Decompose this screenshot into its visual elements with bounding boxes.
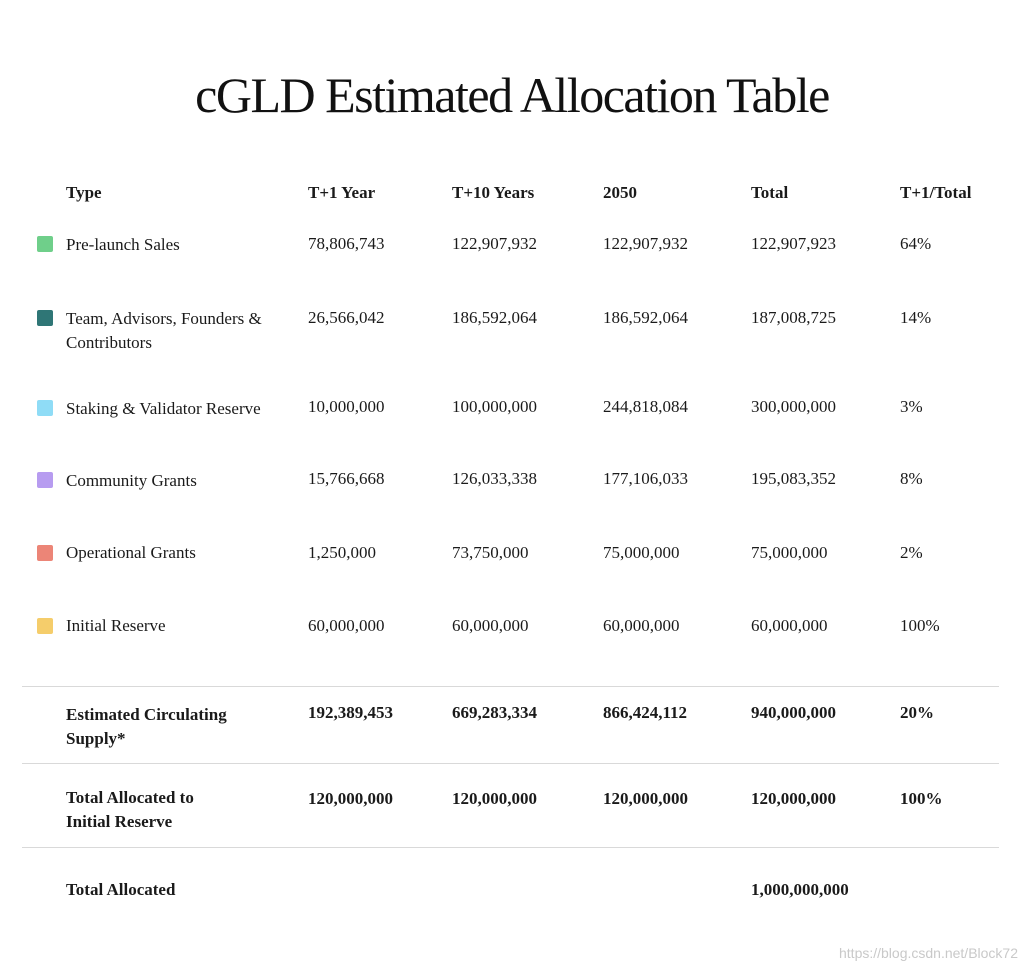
row-2050: 244,818,084: [603, 397, 688, 416]
row-2050: 177,106,033: [603, 469, 688, 488]
divider: [22, 847, 999, 848]
summary-type: Total Allocated to Initial Reserve: [66, 788, 194, 831]
row-total: 75,000,000: [751, 543, 828, 562]
swatch-pre-launch-sales: [37, 236, 53, 252]
row-total: 195,083,352: [751, 469, 836, 488]
row-t1: 10,000,000: [308, 397, 385, 416]
summary-2050: 866,424,112: [603, 703, 688, 722]
row-t10: 73,750,000: [452, 543, 529, 562]
divider: [22, 686, 999, 687]
row-total: 300,000,000: [751, 397, 836, 416]
watermark: https://blog.csdn.net/Block72: [839, 945, 1018, 961]
summary-2050: 120,000,000: [603, 789, 688, 808]
row-t1: 60,000,000: [308, 616, 385, 635]
swatch-community: [37, 472, 53, 488]
row-type: Initial Reserve: [66, 616, 166, 635]
summary-t1: 120,000,000: [308, 789, 393, 808]
row-ratio: 2%: [900, 543, 923, 562]
row-t10: 100,000,000: [452, 397, 537, 416]
summary-t10: 120,000,000: [452, 789, 537, 808]
header-t10-years: T+10 Years: [452, 183, 535, 202]
row-ratio: 3%: [900, 397, 923, 416]
summary-total: 120,000,000: [751, 789, 836, 808]
header-total: Total: [751, 183, 789, 202]
row-total: 60,000,000: [751, 616, 828, 635]
header-2050: 2050: [603, 183, 637, 202]
row-ratio: 14%: [900, 308, 932, 327]
row-type: Team, Advisors, Founders & Contributors: [66, 309, 262, 352]
swatch-initial-reserve: [37, 618, 53, 634]
summary-t10: 669,283,334: [452, 703, 537, 722]
row-2050: 60,000,000: [603, 616, 680, 635]
row-t1: 78,806,743: [308, 234, 385, 253]
row-t1: 1,250,000: [308, 543, 376, 562]
row-type: Community Grants: [66, 471, 197, 490]
row-t10: 186,592,064: [452, 308, 537, 327]
summary-type: Total Allocated: [66, 880, 176, 899]
row-2050: 186,592,064: [603, 308, 688, 327]
divider: [22, 763, 999, 764]
row-t10: 126,033,338: [452, 469, 537, 488]
row-t10: 122,907,932: [452, 234, 537, 253]
row-total: 122,907,923: [751, 234, 836, 253]
row-type: Staking & Validator Reserve: [66, 399, 261, 418]
page-title: cGLD Estimated Allocation Table: [195, 67, 829, 123]
row-ratio: 64%: [900, 234, 932, 253]
summary-type: Estimated Circulating Supply*: [66, 705, 227, 748]
row-t10: 60,000,000: [452, 616, 529, 635]
row-2050: 122,907,932: [603, 234, 688, 253]
row-type: Operational Grants: [66, 543, 196, 562]
row-ratio: 100%: [900, 616, 940, 635]
summary-ratio: 20%: [900, 703, 934, 722]
row-t1: 26,566,042: [308, 308, 385, 327]
header-t1-year: T+1 Year: [308, 183, 376, 202]
header-ratio: T+1/Total: [900, 183, 972, 202]
summary-total: 940,000,000: [751, 703, 836, 722]
row-2050: 75,000,000: [603, 543, 680, 562]
summary-t1: 192,389,453: [308, 703, 393, 722]
row-ratio: 8%: [900, 469, 923, 488]
swatch-team: [37, 310, 53, 326]
swatch-operational: [37, 545, 53, 561]
swatch-staking: [37, 400, 53, 416]
row-total: 187,008,725: [751, 308, 836, 327]
summary-ratio: 100%: [900, 789, 943, 808]
row-t1: 15,766,668: [308, 469, 385, 488]
row-type: Pre-launch Sales: [66, 235, 180, 254]
header-type: Type: [66, 183, 102, 202]
summary-total: 1,000,000,000: [751, 880, 849, 899]
